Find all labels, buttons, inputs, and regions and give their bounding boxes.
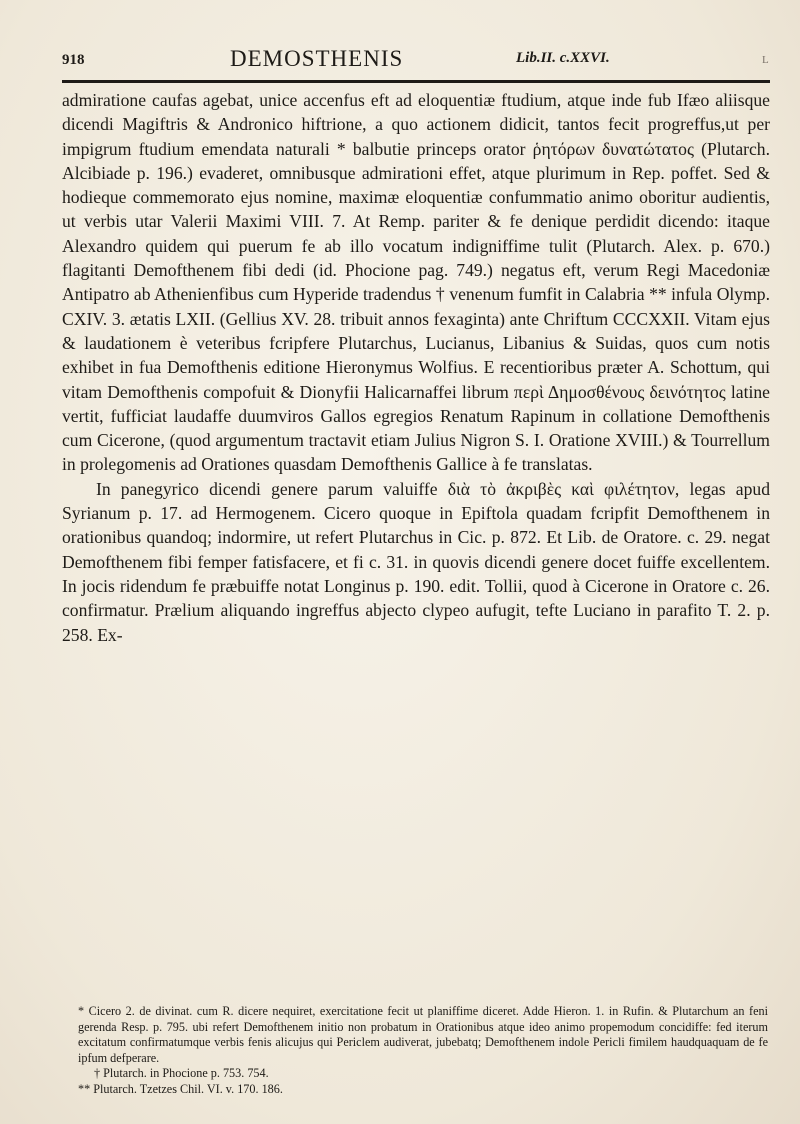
page-number: 918 — [62, 52, 85, 68]
footnotes — [78, 1004, 768, 1098]
paragraph-1: admiratione caufas agebat, unice accenfus eft ad eloquentiæ ftudium, atque inde fub Ifæo aliisque dicendi Magiftris & Andronico hiftrione, a quo actionem didicit, tantos fecit progreffus,ut per impigrum ftudium emendata naturali * balbutie princeps orator ῥητόρων δυνατώτατος (Plutarch. Alcibiade p. 196.) evaderet, omnibusque admirationi effet, atque plurimum in Rep. poffet. Sed & hodieque commemorato ejus nomine, maximæ eloquentiæ confummatio animo oboritur audientis, ut verbis utar Valerii Maximi VIII. 7. At Remp. pariter & fe denique perdidit dicendo: itaque Alexandro quidem qui puerum fe ab illo vocatum indigniffime tulit (Plutarch. Alex. p. 670.) flagitanti Demofthenem fibi dedi (id. Phocione pag. 749.) negatus eft, verum Regi Macedoniæ Antipatro ab Athenienfibus cum Hyperide tradendus † venenum fumfit in Calabria ** infula Olymp. CXIV. 3. ætatis LXII. (Gellius XV. 28. tribuit annos fexaginta) ante Chriftum CCCXXII. Vitam ejus & laudationem è veteribus fcripfere Plutarchus, Lucianus, Libanius & Suidas, quos cum notis exhibet in fua Demofthenis editione Hieronymus Wolfius. E recentioribus præter A. Schottum, qui vitam Demofthenis compofuit & Dionyfii Halicarnaffei librum περὶ Δημοσθένους δεινότητος latine vertit, fufficiat laudaffe duumviros Gallos egregios Renatum Rapinum in collatione Demofthenis cum Cicerone, (quod argumentum tractavit etiam Julius Nigron S. I. Oratione XVIII.) & Tourrellum in prolegomenis ad Orationes quasdam Demofthenis Gallice à fe translatas. — [62, 90, 770, 475]
header-rule — [62, 80, 770, 83]
main-text — [62, 88, 770, 647]
footnote-phocione: † Plutarch. in Phocione p. 753. 754. — [94, 1066, 269, 1081]
footnote-cicero: * Cicero 2. de divinat. cum R. dicere nequiret, exercitatione fecit ut planiffime diceret. Adde Hieron. 1. in Rufin. & Plutarchum an feni gerenda Resp. p. 795. ubi refert Demofthenem initio non probatum in Orationibus atque ideo animo propemodum concidiffe: fed iterum excitatum confirmatumque verbis fenis alicujus qui Periclem audiverat, jubebatq; Demofthenem indole Pericli fimilem haudquaquam de fe ipfum defperare. — [78, 1004, 768, 1065]
paragraph-2: In panegyrico dicendi genere parum valuiffe διὰ τὸ ἀκριβὲς καὶ φιλέτητον, legas apud Syrianum p. 17. ad Hermogenem. Cicero quoque in Epiftola quadam fcripfit Demofthenem in orationibus quandoq; indormire, ut refert Plutarchus in Cic. p. 872. Et Lib. de Oratore. c. 29. negat Demofthenem fibi femper fatisfacere, et fi c. 31. in quovis dicendi genere docet fuiffe excellentem. In jocis ridendum fe præbuiffe notat Longinus p. 190. edit. Tollii, quod à Cicerone in Oratore c. 26. confirmatur. Prælium aliquando ingreffus abjecto clypeo aufugit, tefte Luciano in parafito T. 2. p. 258. Ex- — [62, 478, 770, 645]
section-reference: Lib.II. c.XXVI. — [516, 50, 610, 66]
running-title: DEMOSTHENIS — [230, 46, 404, 71]
footnote-tzetzes: ** Plutarch. Tzetzes Chil. VI. v. 170. 186. — [78, 1081, 283, 1096]
margin-mark: L — [762, 54, 769, 66]
page-header — [62, 40, 762, 80]
